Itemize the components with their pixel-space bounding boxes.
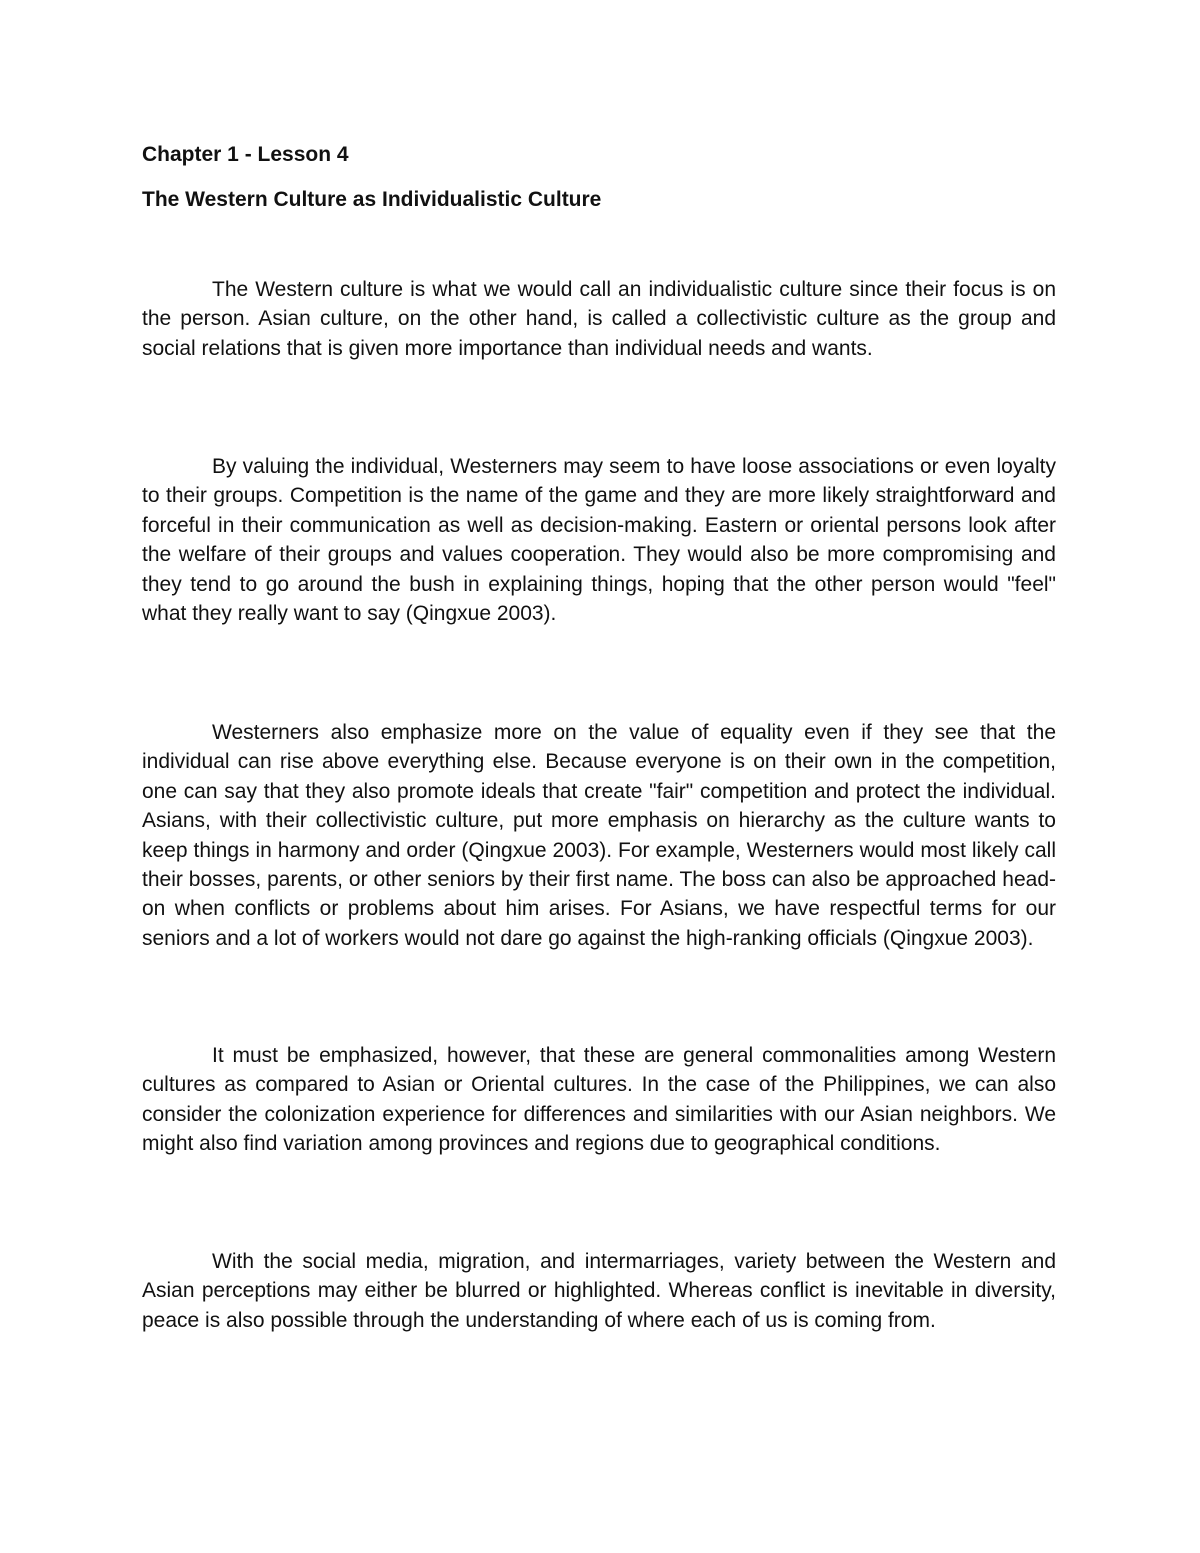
body-paragraph-4: It must be emphasized, however, that these are general commonalities among Western cultures as compared to Asian or Oriental cultures. In the case of the Philippines, we can also consider the colonization experience for differences and similarities with our Asian neighbors. We might also find variation among provinces and regions due to geographical conditions.: [142, 1044, 1056, 1156]
body-paragraph-1: The Western culture is what we would call an individualistic culture since their focus is on the person. Asian culture, on the other hand, is called a collectivistic culture as the group and social relations that is given more importance than individual needs and wants.: [142, 278, 1056, 360]
body-paragraph-5: With the social media, migration, and intermarriages, variety between the Western and Asian perceptions may either be blurred or highlighted. Whereas conflict is inevitable in diversity, peace is also possible through the understanding of where each of us is coming from.: [142, 1250, 1056, 1332]
body-paragraph-3: Westerners also emphasize more on the value of equality even if they see that the individual can rise above everything else. Because everyone is on their own in the competition, one can say that they also promote ideals that create "fair" competition and protect the individual. Asians, with their collectivistic culture, put more emphasis on hierarchy as the culture wants to keep things in harmony and order (Qingxue 2003). For example, Westerners would most likely call their bosses, parents, or other seniors by their first name. The boss can also be approached head-on when conflicts or problems about him arises. For Asians, we have respectful terms for our seniors and a lot of workers would not dare go against the high-ranking officials (Qingxue 2003).: [142, 721, 1056, 950]
chapter-heading: Chapter 1 - Lesson 4: [142, 143, 349, 166]
body-paragraph-2: By valuing the individual, Westerners may seem to have loose associations or even loyalty to their groups. Competition is the name of the game and they are more likely straightforward and forceful in their communication as well as decision-making. Eastern or oriental persons look after the welfare of their groups and values cooperation. They would also be more compromising and they tend to go around the bush in explaining things, hoping that the other person would "feel" what they really want to say (Qingxue 2003).: [142, 455, 1056, 626]
lesson-title: The Western Culture as Individualistic Culture: [142, 188, 602, 211]
